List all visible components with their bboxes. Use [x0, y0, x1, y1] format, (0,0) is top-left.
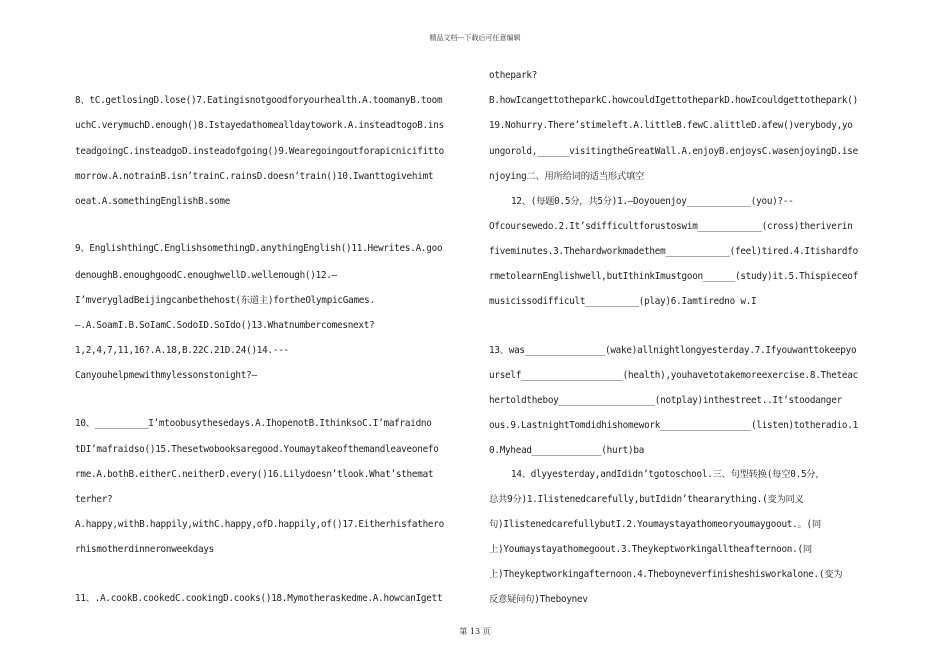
text-line: 13、was_______________(wake)allnightlongyesterday.7.Ifyouwanttokeepyo: [489, 345, 857, 356]
text-line: Canyouhelpmewithmylessonstonight?—: [75, 370, 257, 381]
text-line: morrow.A.notrainB.isn’trainC.rainsD.doesn’train()10.Iwanttogivehimt: [75, 171, 434, 182]
text-line: 上)Youmaystayathomegoout.3.Theykeptworkingalltheafternoon.(同: [489, 544, 812, 555]
text-line: rme.A.bothB.eitherC.neitherD.every()16.Lilydoesn’tlook.What’sthemat: [75, 469, 434, 480]
text-line: I’mverygladBeijingcanbethehost(东道主)fortheOlympicGames.: [75, 295, 375, 306]
text-line: 上)Theykeptworkingafternoon.4.Theboyneverfinisheshisworkalone.(变为: [489, 569, 843, 580]
text-line: oeat.A.somethingEnglishB.some: [75, 196, 231, 207]
text-line: 反意疑问句)Theboynev: [489, 594, 588, 605]
text-line: rmetolearnEnglishwell,butIthinkImustgoon______(study)it.5.Thispieceof: [489, 271, 858, 282]
page-number: 第 13 页: [459, 627, 491, 636]
text-line: 0.Myhead_____________(hurt)ba: [489, 445, 645, 456]
text-line: 1,2,4,7,11,16?.A.18,B.22C.21D.24()14.---: [75, 345, 289, 356]
text-line: Ofcoursewedo.2.It’sdifficultforustoswim____________(cross)theriverin: [489, 221, 853, 232]
text-line: urself___________________(health),youhavetotakemoreexercise.8.Theteac: [489, 370, 858, 381]
text-line: musicissodifficult__________(play)6.Iamtiredno w.I: [489, 296, 757, 307]
text-line: othepark?: [489, 70, 538, 81]
text-line: denoughB.enoughgoodC.enoughwellD.wellenough()12.—: [75, 270, 338, 281]
text-line: 句)IlistenedcarefullybutI.2.Youmaystayathomeoryoumaygoout.。(同: [489, 519, 821, 530]
text-line: rhismotherdinneronweekdays: [75, 544, 215, 555]
text-line: 14、dlyyesterday,andIdidn’tgotoschool.三、句型转换(每空0.5分，: [511, 469, 825, 480]
text-line: 19.Nohurry.There’stimeleft.A.littleB.fewC.alittleD.afew()verybody,yo: [489, 120, 853, 131]
text-line: teadgoingC.insteadgoD.insteadofgoing()9.Wearegoingoutforapicnicifitto: [75, 146, 444, 157]
page-header: 精品文档---下载后可任意编辑: [429, 34, 521, 42]
text-line: —.A.SoamI.B.SoIamC.SodoID.SoIdo()13.Whatnumbercomesnext?: [75, 320, 375, 331]
text-line: ungorold,______visitingtheGreatWall.A.enjoyB.enjoysC.wasenjoyingD.ise: [489, 146, 858, 157]
text-line: terher?: [75, 494, 113, 505]
text-line: hertoldtheboy__________________(notplay)inthestreet..It’stoodanger: [489, 395, 842, 406]
text-line: 11、.A.cookB.cookedC.cookingD.cooks()18.Mymotheraskedme.A.howcanIgett: [75, 593, 443, 604]
text-line: 10、__________I’mtoobusythesedays.A.IhopenotB.IthinksoC.I’mafraidno: [75, 418, 432, 429]
text-line: tDI’mafraidso()15.Thesetwobooksaregood.Youmaytakeofthemandleaveonefo: [75, 444, 439, 455]
text-line: 总共9分)1.Ilistenedcarefully,butIdidn’theararything.(变为同义: [489, 494, 804, 505]
text-line: 9、EnglishthingC.EnglishsomethingD.anythingEnglish()11.Hewrites.A.goo: [75, 243, 443, 254]
text-line: A.happy,withB.happily,withC.happy,ofD.happily,of()17.Eitherhisfathero: [75, 519, 444, 530]
text-line: uchC.verymuchD.enough()8.Istayedathomealldaytowork.A.insteadtogoB.ins: [75, 120, 444, 131]
text-line: ous.9.LastnightTomdidhishomework_________________(listen)totheradio.1: [489, 420, 858, 431]
text-line: 12、(每题0.5分，共5分)1.—Doyouenjoy____________(you)?--: [511, 196, 794, 207]
text-line: fiveminutes.3.Thehardworkmadethem____________(feel)tired.4.Itishardfo: [489, 246, 858, 257]
text-line: B.howIcangettotheparkC.howcouldIgettotheparkD.howIcouldgettothepark(): [489, 95, 858, 106]
text-line: 8、tC.getlosingD.lose()7.Eatingisnotgoodforyourhealth.A.toomanyB.toom: [75, 95, 443, 106]
text-line: njoying二、用所给词的适当形式填空: [489, 171, 645, 182]
